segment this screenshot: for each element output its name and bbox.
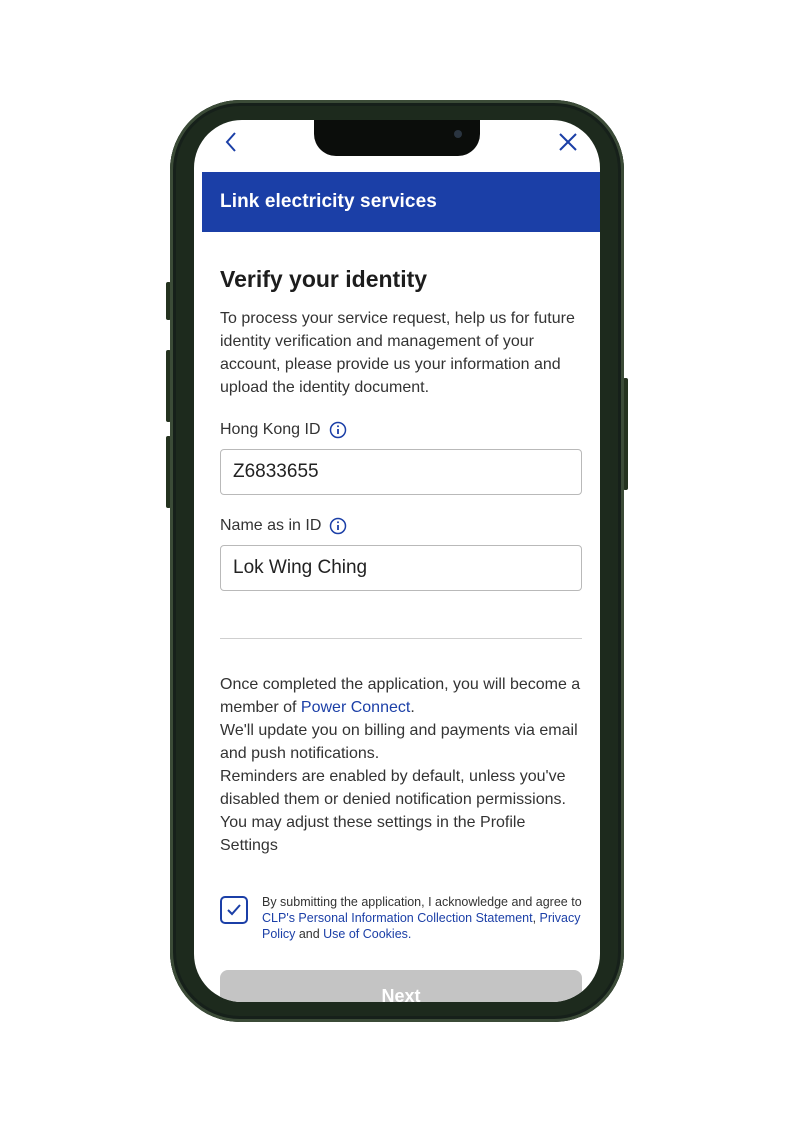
page-title: Verify your identity bbox=[220, 266, 428, 292]
name-label: Name as in ID bbox=[220, 517, 322, 534]
phone-screen bbox=[194, 120, 600, 1002]
chevron-left-icon[interactable] bbox=[220, 130, 244, 154]
camera-icon bbox=[454, 130, 462, 138]
phone-notch bbox=[314, 120, 480, 156]
notice-period: . bbox=[410, 699, 415, 716]
consent-row bbox=[220, 894, 582, 942]
info-icon[interactable] bbox=[329, 517, 347, 535]
consent-sep: , bbox=[532, 911, 540, 925]
section-divider bbox=[220, 638, 582, 639]
notice-text: Once completed the application, you will become a member of bbox=[220, 676, 581, 716]
consent-and: and bbox=[295, 927, 324, 941]
info-icon[interactable] bbox=[329, 421, 347, 439]
consent-end: . bbox=[407, 927, 412, 941]
close-icon[interactable] bbox=[556, 130, 580, 154]
next-button[interactable]: Next bbox=[220, 970, 582, 1002]
power-connect-link[interactable]: Power Connect bbox=[300, 699, 411, 716]
name-input[interactable] bbox=[220, 545, 582, 591]
notice-billing-text: We'll update you on billing and payments via email and push notifications. bbox=[220, 722, 578, 762]
cookies-link[interactable]: Use of Cookies bbox=[323, 927, 408, 941]
hkid-input[interactable] bbox=[220, 449, 582, 495]
membership-notice bbox=[220, 673, 582, 857]
pics-link[interactable]: CLP's Personal Information Collection Statement bbox=[262, 911, 533, 925]
page-description: To process your service request, help us for future identity verification and management of your account, please provide us your information and upload the identity document. bbox=[220, 310, 575, 396]
hkid-label-row bbox=[220, 421, 582, 439]
main-content bbox=[220, 266, 582, 591]
consent-prefix: By submitting the application, I acknowledge and agree to bbox=[262, 895, 582, 909]
name-label-row bbox=[220, 517, 582, 535]
page-header: Link electricity services bbox=[202, 172, 600, 232]
notice-reminder-text: Reminders are enabled by default, unless you've disabled them or denied notification permissions. You may adjust these settings in the Profile Settings bbox=[220, 768, 566, 854]
consent-checkbox[interactable] bbox=[220, 896, 248, 924]
privacy-policy-link[interactable]: Privacy Policy bbox=[262, 911, 581, 941]
hkid-label: Hong Kong ID bbox=[220, 421, 321, 438]
checkmark-icon bbox=[222, 898, 246, 922]
consent-text bbox=[262, 894, 582, 942]
